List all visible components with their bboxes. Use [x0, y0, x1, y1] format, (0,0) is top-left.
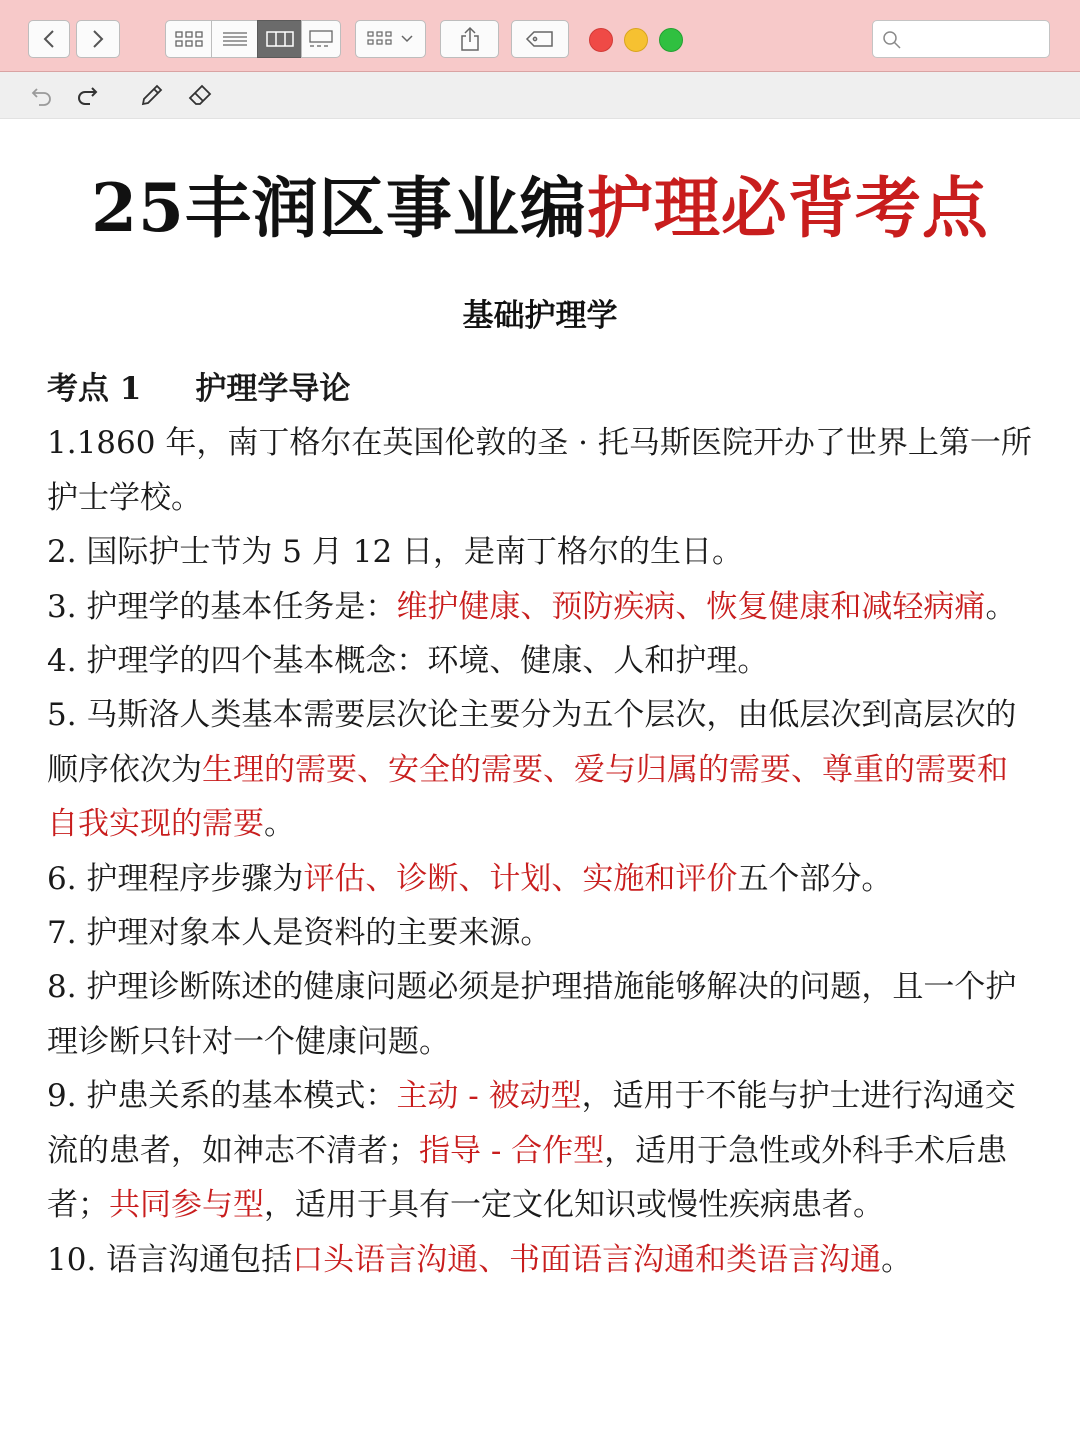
item-text: 10. 语言沟通包括 [47, 1241, 293, 1278]
item-text: 3. 护理学的基本任务是： [47, 588, 397, 625]
tag-button[interactable] [511, 20, 569, 58]
chevron-left-icon [42, 29, 56, 49]
page-title [0, 168, 1080, 248]
document-body [47, 362, 1037, 1287]
highlighted-text: 生理的需要、安全的需要、爱与归属的需要、尊重的需要和自我实现的需要 [47, 751, 1008, 843]
column-view-icon [266, 29, 294, 49]
list-item [47, 1069, 1037, 1232]
item-text: ，适用于急性或外科手术后患者； [47, 1132, 1008, 1224]
redo-icon [75, 83, 99, 107]
item-text: 1.1860 年，南丁格尔在英国伦敦的圣 · 托马斯医院开办了世界上第一所护士学校。 [47, 425, 1032, 516]
list-item [47, 852, 1037, 906]
zoom-window-button[interactable] [659, 28, 683, 52]
item-text: 7. 护理对象本人是资料的主要来源。 [47, 915, 552, 952]
gallery-view-icon [307, 29, 335, 49]
forward-button[interactable] [76, 20, 120, 58]
undo-button[interactable] [27, 80, 57, 110]
highlighted-text: 共同参与型 [109, 1187, 264, 1224]
search-input[interactable] [909, 27, 1045, 53]
highlighted-text: 口头语言沟通、书面语言沟通和类语言沟通 [292, 1241, 882, 1278]
list-item [47, 580, 1037, 634]
section-title: 基础护理学 [462, 298, 618, 334]
item-text: ，适用于具有一定文化知识或慢性疾病患者。 [264, 1187, 884, 1224]
item-text: 8. 护理诊断陈述的健康问题必须是护理措施能够解决的问题，且一个护理诊断只针对一个健康问题。 [47, 969, 1017, 1060]
list-item [47, 1233, 1037, 1287]
item-text: 五个部分。 [737, 860, 893, 897]
grid-view-button[interactable] [165, 20, 212, 58]
page-title-highlight: 护理必背考点 [586, 169, 989, 247]
group-by-icon [366, 29, 416, 49]
share-icon [459, 26, 481, 52]
highlighted-text: 评估、诊断、计划、实施和评价 [303, 860, 738, 897]
search-icon [882, 30, 902, 50]
item-text: 。 [985, 588, 1017, 625]
close-window-button[interactable] [589, 28, 613, 52]
share-button[interactable] [440, 20, 499, 58]
item-text: 。 [264, 806, 295, 843]
chevron-right-icon [91, 29, 105, 49]
topic-heading: 考点 1 护理学导论 [47, 371, 351, 407]
redo-button[interactable] [72, 80, 102, 110]
eraser-tool-button[interactable] [185, 80, 215, 110]
tag-icon [525, 29, 555, 49]
list-item [47, 416, 1037, 525]
item-text: 4. 护理学的四个基本概念：环境、健康、人和护理。 [47, 643, 769, 680]
item-text: 9. 护患关系的基本模式： [47, 1078, 397, 1115]
edit-toolbar [0, 72, 1080, 119]
list-item [47, 960, 1037, 1069]
grid-view-icon [174, 29, 204, 49]
list-item [47, 525, 1037, 579]
list-view-icon [222, 29, 248, 49]
group-by-button[interactable] [355, 20, 426, 58]
column-view-button[interactable] [257, 20, 302, 58]
item-list [47, 416, 1037, 1287]
pencil-icon [139, 82, 165, 108]
list-item [47, 906, 1037, 960]
gallery-view-button[interactable] [301, 20, 341, 58]
item-text: ，适用于不能与护士进行沟通交流的患者，如神志不清者； [47, 1078, 1016, 1169]
item-text: 5. 马斯洛人类基本需要层次论主要分为五个层次，由低层次到高层次的顺序依次为 [47, 697, 1017, 788]
eraser-icon [187, 82, 213, 108]
item-text: 2. 国际护士节为 5 月 12 日，是南丁格尔的生日。 [47, 534, 744, 571]
item-text: 。 [881, 1241, 913, 1278]
highlighted-text: 主动 - 被动型 [396, 1078, 582, 1115]
list-item [47, 688, 1037, 851]
list-item [47, 634, 1037, 688]
highlighted-text: 维护健康、预防疾病、恢复健康和减轻病痛 [396, 588, 986, 625]
item-text: 6. 护理程序步骤为 [47, 860, 304, 897]
undo-icon [30, 83, 54, 107]
pencil-tool-button[interactable] [137, 80, 167, 110]
list-view-button[interactable] [211, 20, 258, 58]
back-button[interactable] [28, 20, 70, 58]
highlighted-text: 指导 - 合作型 [419, 1132, 605, 1169]
search-field[interactable] [872, 20, 1050, 58]
page-title-main: 25丰润区事业编 [91, 169, 587, 247]
minimize-window-button[interactable] [624, 28, 648, 52]
window-title-bar [0, 0, 1080, 72]
